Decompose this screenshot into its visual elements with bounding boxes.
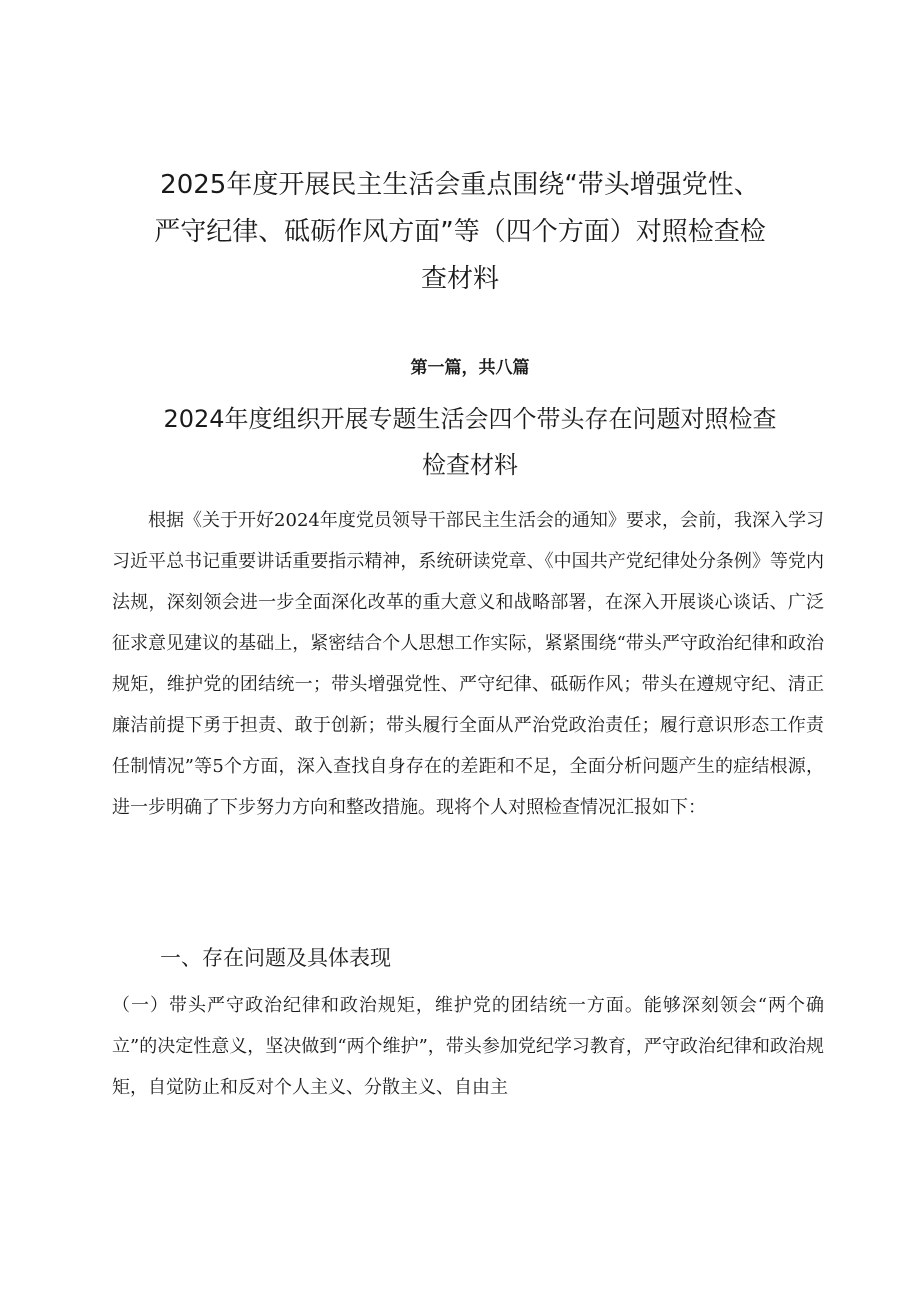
part-label: 第一篇，共八篇 bbox=[410, 358, 530, 378]
section-heading: 一、存在问题及具体表现 bbox=[160, 946, 391, 970]
main-title: 2025年度开展民主生活会重点围绕“带头增强党性、严守纪律、砥砺作风方面”等（四个方面）对照检查检查材料 bbox=[154, 170, 766, 294]
item-paragraph: （一）带头严守政治纪律和政治规矩，维护党的团结统一方面。能够深刻领会“两个确立”的决定性意义，坚决做到“两个维护”，带头参加党纪学习教育，严守政治纪律和政治规矩，自觉防止和反对个人主义、分散主义、自由主 bbox=[112, 995, 824, 1098]
intro-paragraph: 根据《关于开好2024年度党员领导干部民主生活会的通知》要求，会前，我深入学习习近平总书记重要讲话重要指示精神，系统研读党章、《中国共产党纪律处分条例》等党内法规，深刻领会进一步全面深化改革的重大意义和战略部署，在深入开展谈心谈话、广泛征求意见建议的基础上，紧密结合个人思想工作实际，紧紧围绕“带头严守政治纪律和政治规矩，维护党的团结统一；带头增强党性、严守纪律、砥砺作风；带头在遵规守纪、清正廉洁前提下勇于担责、敢于创新；带头履行全面从严治党政治责任；履行意识形态工作责任制情况”等5个方面，深入查找自身存在的差距和不足，全面分析问题产生的症结根源，进一步明确了下步努力方向和整改措施。现将个人对照检查情况汇报如下： bbox=[112, 510, 824, 818]
sub-title: 2024年度组织开展专题生活会四个带头存在问题对照检查检查材料 bbox=[163, 405, 777, 479]
